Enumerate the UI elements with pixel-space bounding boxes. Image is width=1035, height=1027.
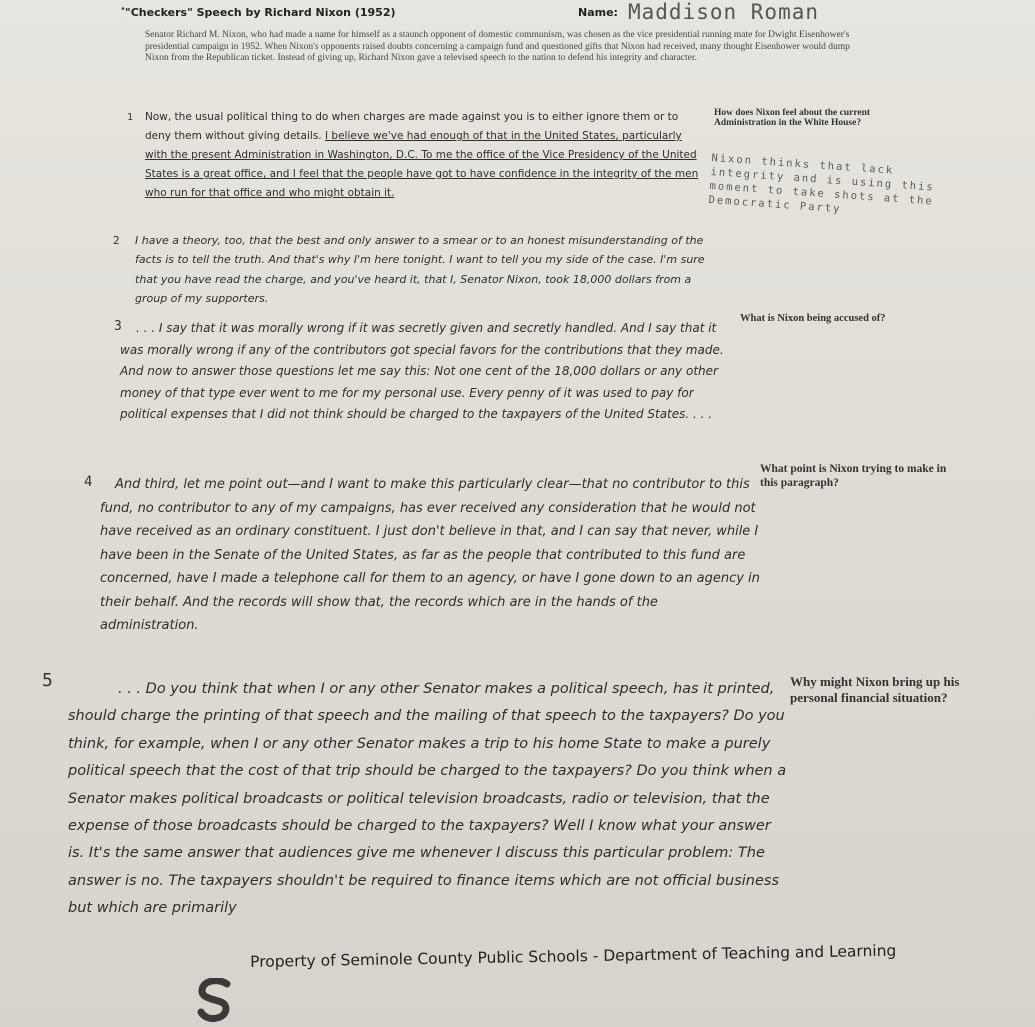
paragraph-2 <box>113 231 715 308</box>
paragraph-text: And third, let me point out—and I want to make this particularly clear—that no contributor to this fund, no contributor to any of my campaigns, has ever received any consideration that he would not have received as an ordinary constituent. I just don't believe in that, and I can say that never, while I have been in the Senate of the United States, as far as the people that contributed to this fund are concerned, have I made a telephone call for them to an agency, or have I gone down to an agency in their behalf. And the records will show that, the records which are in the hands of the administration. <box>100 477 760 633</box>
paragraph-text: . . . Do you think that when I or any other Senator makes a political speech, has it printed, should charge the printing of that speech and the mailing of that speech to the taxpayers? Do you think, for example, when I or any other Senator makes a trip to his home State to make a purely political speech that the cost of that trip should be charged to the taxpayers? Do you think when a Senator makes political broadcasts or political television broadcasts, radio or television, that the expense of those broadcasts should be charged to the taxpayers? Well I know what your answer is. It's the same answer that audiences give me whenever I discuss this particular problem: The answer is no. The taxpayers shouldn't be required to finance items which are not official business but which are primarily <box>68 681 787 917</box>
paragraph-number: 5 <box>42 670 53 691</box>
paragraph-4 <box>84 473 760 638</box>
bullet-mark: • <box>120 4 126 15</box>
margin-question-4: Why might Nixon bring up his personal financial situation? <box>790 674 960 705</box>
paragraph-text: I have a theory, too, that the best and only answer to a smear or to an honest misunderstanding of the facts is to tell the truth. And that's why I'm here tonight. I want to tell you my side of the case. I'm sure that you have read the charge, and you've heard it, that I, Senator Nixon, took 18,000 dollars from a group of my supporters. <box>135 234 705 305</box>
paragraph-3 <box>114 318 730 426</box>
margin-question-2: What is Nixon being accused of? <box>740 313 886 324</box>
paragraph-number: 2 <box>113 234 120 247</box>
worksheet-title: "Checkers" Speech by Richard Nixon (1952) <box>125 6 396 19</box>
paragraph-number: 3 <box>114 319 122 334</box>
paragraph-text: . . . I say that it was morally wrong if it was secretly given and secretly handled. And I say that it was morally wrong if any of the contributors got special favors for the contributions that they made. And now to answer those questions let me say this: Not one cent of the 18,000 dollars or any other money of that type ever went to me for my personal use. Every penny of it was used to pay for political expenses that I did not think should be charged to the taxpayers of the United States. . . . <box>120 321 724 421</box>
seminole-s-logo-icon <box>195 978 235 1022</box>
footer-text: Property of Seminole County Public Schools - Department of Teaching and Learning <box>250 941 897 971</box>
paragraph-number: 1 <box>127 112 134 123</box>
paragraph-text: Now, the usual political thing to do when charges are made against you is to either ignore them or to deny them without giving details. <box>145 111 679 142</box>
paragraph-5 <box>42 670 788 923</box>
handwritten-answer[interactable]: Nixon thinks that lack integrity and is using this moment to take shots at the Democratic Party <box>708 151 936 216</box>
intro-paragraph: Senator Richard M. Nixon, who had made a name for himself as a staunch opponent of domestic communism, was chosen as the vice presidential running mate for Dwight Eisenhower's presidential campaign in 1952. When Nixon's opponents raised doubts concerning a campaign fund and questioned gifts that Nixon had received, many thought Eisenhower would dump Nixon from the Republican ticket. Instead of giving up, Richard Nixon gave a televised speech to the nation to defend his integrity and character. <box>145 30 850 64</box>
name-value[interactable]: Maddison Roman <box>628 0 820 24</box>
margin-question-1: How does Nixon feel about the current Administration in the White House? <box>714 108 871 128</box>
underlined-text: I believe we've had enough of that in the United States, particularly with the present Administration in Washington, D.C. To me the office of the Vice Presidency of the United States is a great office, and I feel that the people have got to have confidence in the integrity of the men who run for that office and who might obtain it. <box>145 130 699 199</box>
paragraph-1 <box>127 108 705 203</box>
margin-question-3: What point is Nixon trying to make in this paragraph? <box>760 463 947 489</box>
paragraph-number: 4 <box>84 474 93 490</box>
name-label: Name: <box>578 6 618 19</box>
